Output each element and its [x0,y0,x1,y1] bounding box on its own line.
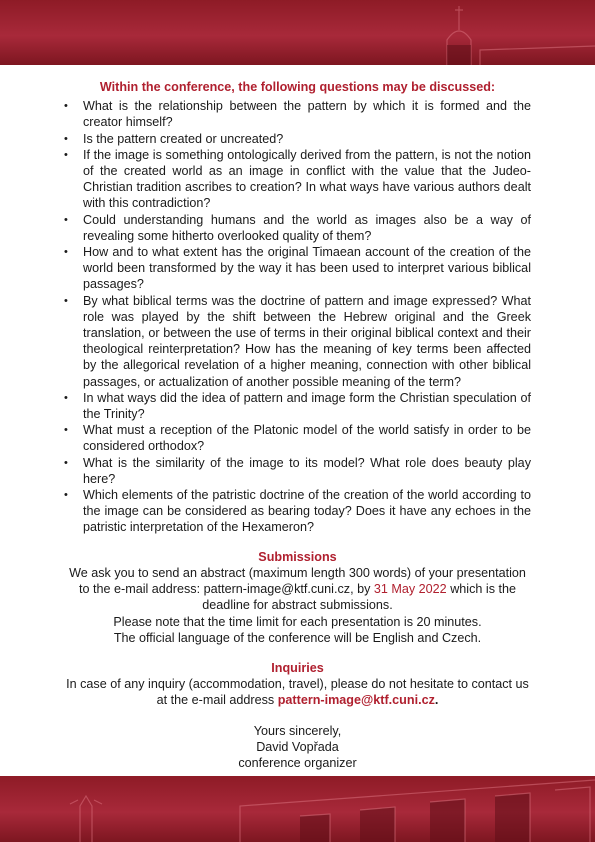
header-photo-band [0,0,595,65]
list-item: • By what biblical terms was the doctrine of pattern and image expressed? What role was played by the shift between the Hebrew original and the Greek translation, or between the use of terms in their original biblical context and their theological reinterpretation? How has the meaning of key terms been affected by the allegorical revelation of a higher meaning, connection with other biblical passages, or actualization of another possible meaning of the term? [64,293,531,390]
church-tower-illustration [0,0,595,65]
inquiries-intro: In case of any inquiry (accommodation, travel), please do not hesitate to contact us at the e-mail address [66,677,529,708]
contact-email-link[interactable]: pattern-image@ktf.cuni.cz [277,693,435,708]
questions-list [64,98,531,535]
deadline-date: 31 May 2022 [373,582,447,597]
organizer-name: David Vopřada [256,739,339,754]
list-item: • In what ways did the idea of pattern and image form the Christian speculation of the Trinity? [64,390,531,422]
submissions-paragraph [64,565,531,614]
submissions-heading: Submissions [258,549,337,564]
submissions-deadline-note: which is the deadline for abstract submissions. [202,582,516,613]
list-item: • What must a reception of the Platonic model of the world satisfy in order to be considered orthodox? [64,422,531,454]
list-item: • How and to what extent has the original Timaean account of the creation of the world been transformed by the way it has been used to interpret various biblical passages? [64,244,531,293]
time-limit-note: Please note that the time limit for each presentation is 20 minutes. [113,614,482,629]
signoff [64,723,531,772]
organizer-role: conference organizer [238,755,357,770]
list-item: • Could understanding humans and the world as images also be a way of revealing some hitherto overlooked quality of them? [64,212,531,244]
inquiries-heading: Inquiries [271,660,324,675]
inquiries-text [64,676,531,708]
submissions-intro: We ask you to send an abstract (maximum length 300 words) of your presentation to the e-mail address: pattern-image@ktf.cuni.cz, by [69,565,526,597]
closing: Yours sincerely, [253,723,342,738]
list-item: • What is the relationship between the pattern by which it is formed and the creator himself? [64,98,531,130]
language-note: The official language of the conference will be English and Czech. [113,630,482,645]
building-facade-illustration [0,776,595,842]
footer-photo-band [0,776,595,842]
submissions-text [64,565,531,646]
questions-heading: Within the conference, the following questions may be discussed: [99,80,496,94]
inquiries-end: . [434,693,439,708]
list-item: • What is the similarity of the image to its model? What role does beauty play here? [64,455,531,487]
list-item: • If the image is something ontologically derived from the pattern, is not the notion of the created world as an image in conflict with the value that the Judeo-Christian tradition ascribes to creation? In what ways have various authors dealt with this contradiction? [64,147,531,212]
list-item: • Which elements of the patristic doctrine of the creation of the world according to the image can be considered as bearing today? Does it have any echoes in the patristic interpretation of the Hexameron? [64,487,531,536]
list-item: • Is the pattern created or uncreated? [64,131,531,147]
